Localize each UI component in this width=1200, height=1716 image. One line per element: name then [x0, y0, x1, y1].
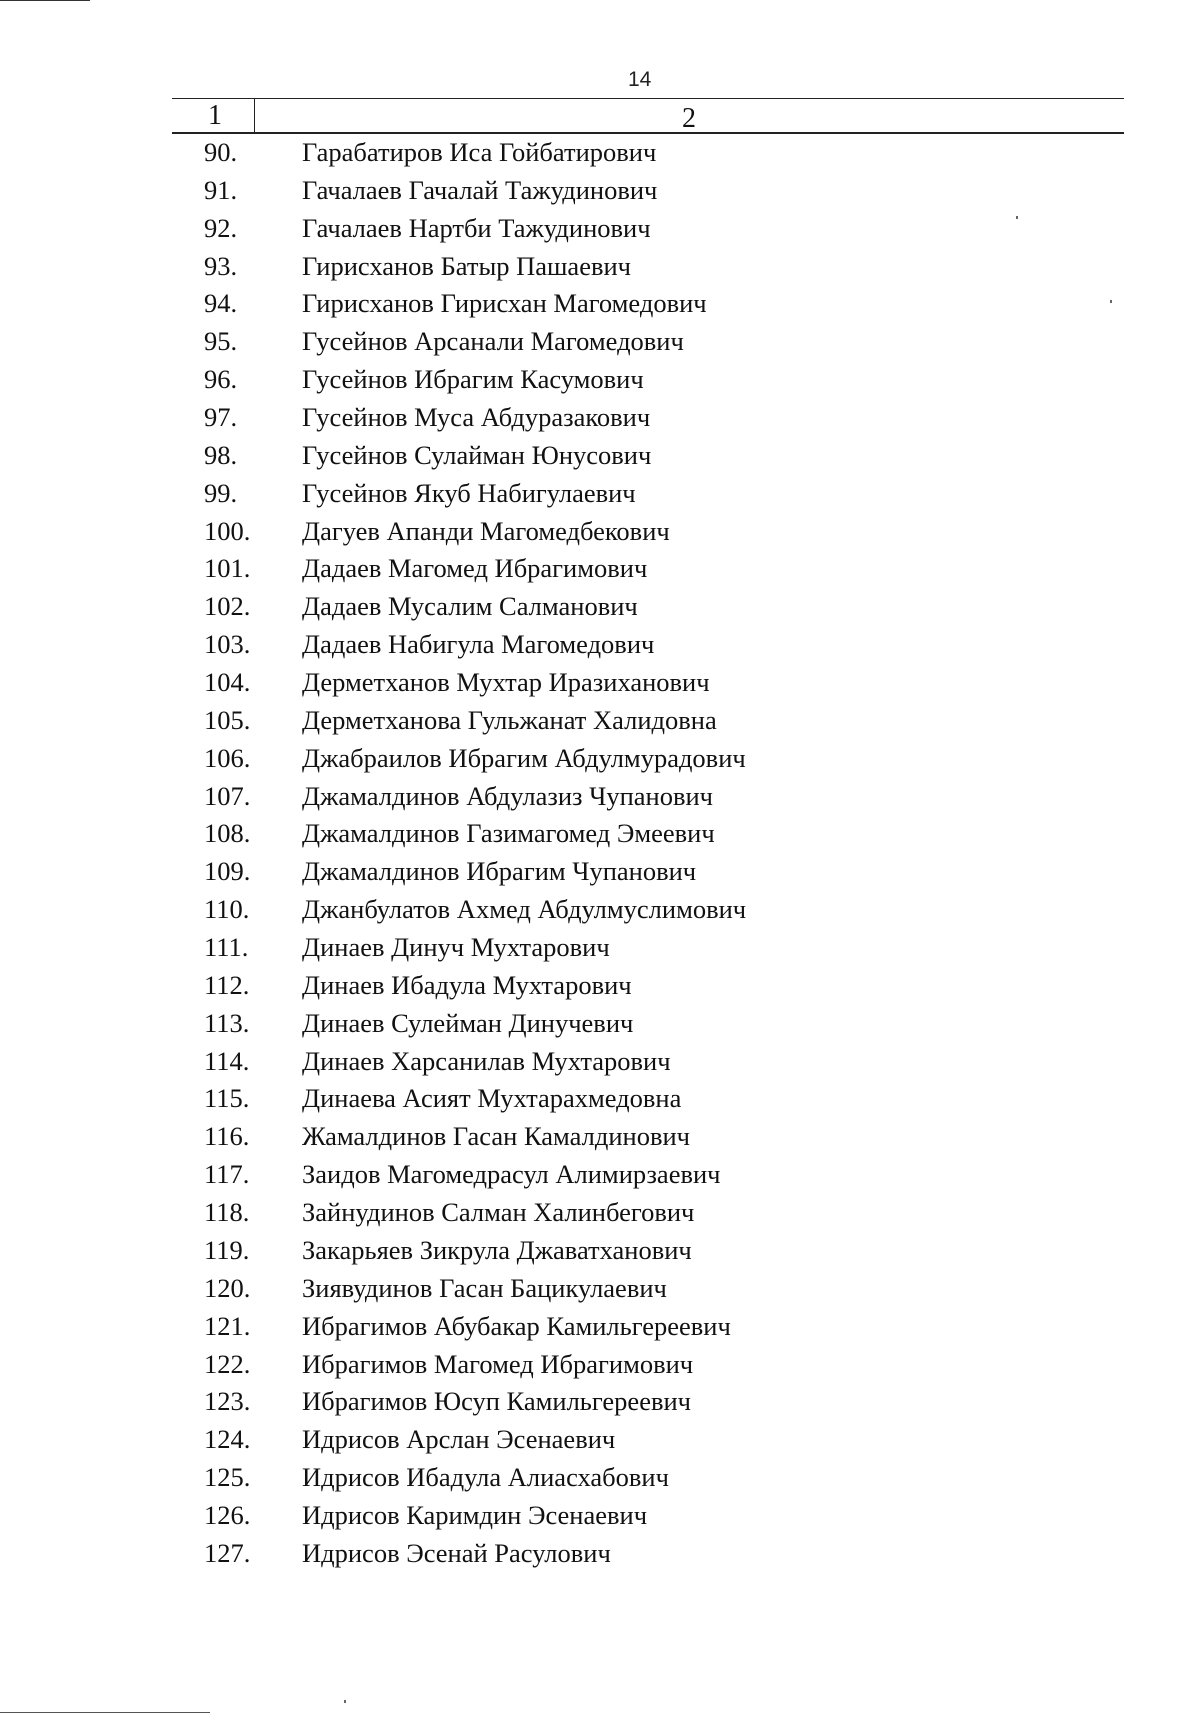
row-number: 111. — [204, 932, 249, 963]
row-number: 95. — [204, 326, 238, 357]
row-number: 113. — [204, 1007, 250, 1038]
table-row — [0, 778, 1200, 816]
row-number: 91. — [204, 174, 238, 205]
table-row — [0, 1535, 1200, 1573]
row-number: 125. — [204, 1462, 251, 1493]
table-row — [0, 248, 1200, 286]
person-name: Джамалдинов Абдулазиз Чупанович — [302, 780, 713, 811]
person-name: Джанбулатов Ахмед Абдулмуслимович — [302, 894, 747, 925]
table-row — [0, 285, 1200, 323]
person-name: Гусейнов Сулайман Юнусович — [302, 439, 652, 470]
row-number: 100. — [204, 515, 251, 546]
person-name: Гусейнов Ибрагим Касумович — [302, 364, 644, 395]
person-name: Идрисов Эсенай Расулович — [302, 1537, 611, 1568]
row-number: 107. — [204, 780, 251, 811]
row-number: 127. — [204, 1537, 251, 1568]
table-row — [0, 210, 1200, 248]
table-rule-top — [172, 98, 1124, 99]
person-name: Закарьяев Зикрула Джаватханович — [302, 1234, 692, 1265]
row-number: 94. — [204, 288, 238, 319]
row-number: 118. — [204, 1197, 250, 1228]
table-row — [0, 626, 1200, 664]
row-number: 98. — [204, 439, 238, 470]
table-row — [0, 1383, 1200, 1421]
scan-edge-mark — [0, 0, 90, 1]
row-number: 90. — [204, 137, 238, 167]
column-header-number: 1 — [208, 100, 222, 131]
person-name: Дадаев Набигула Магомедович — [302, 629, 655, 660]
row-number: 123. — [204, 1386, 251, 1417]
person-name: Идрисов Ибадула Алиасхабович — [302, 1462, 669, 1493]
person-name: Динаев Ибадула Мухтарович — [302, 969, 632, 1000]
person-name: Динаев Сулейман Динучевич — [302, 1007, 634, 1038]
row-number: 121. — [204, 1310, 251, 1341]
table-row — [0, 1346, 1200, 1384]
table-row — [0, 1232, 1200, 1270]
person-name: Гирисханов Батыр Пашаевич — [302, 250, 631, 281]
table-row — [0, 1459, 1200, 1497]
table-header — [172, 98, 1124, 134]
table-row — [0, 891, 1200, 929]
table-row — [0, 1118, 1200, 1156]
table-row — [0, 929, 1200, 967]
row-number: 124. — [204, 1424, 251, 1455]
person-name: Гарабатиров Иса Гойбатирович — [302, 137, 657, 167]
row-number: 117. — [204, 1159, 250, 1190]
person-name: Динаева Асият Мухтарахмедовна — [302, 1083, 682, 1114]
row-number: 93. — [204, 250, 238, 281]
table-row — [0, 399, 1200, 437]
row-number: 102. — [204, 591, 251, 622]
table-row — [0, 702, 1200, 740]
row-number: 104. — [204, 667, 251, 698]
person-name: Гачалаев Нартби Тажудинович — [302, 212, 651, 243]
table-row — [0, 437, 1200, 475]
person-name: Зиявудинов Гасан Бацикулаевич — [302, 1272, 667, 1303]
row-number: 120. — [204, 1272, 251, 1303]
table-row — [0, 1497, 1200, 1535]
scan-edge-mark — [0, 1712, 210, 1713]
table-row — [0, 967, 1200, 1005]
person-name: Идрисов Арслан Эсенаевич — [302, 1424, 616, 1455]
table-row — [0, 1080, 1200, 1118]
person-name: Динаев Харсанилав Мухтарович — [302, 1045, 671, 1076]
table-row — [0, 323, 1200, 361]
person-name: Джабраилов Ибрагим Абдулмурадович — [302, 742, 746, 773]
table-row — [0, 513, 1200, 551]
table-row — [0, 1421, 1200, 1459]
person-name: Жамалдинов Гасан Камалдинович — [302, 1121, 690, 1152]
row-number: 126. — [204, 1499, 251, 1530]
table-row — [0, 664, 1200, 702]
person-name: Джамалдинов Ибрагим Чупанович — [302, 856, 697, 887]
table-row — [0, 815, 1200, 853]
person-name: Заидов Магомедрасул Алимирзаевич — [302, 1159, 721, 1190]
row-number: 122. — [204, 1348, 251, 1379]
person-name: Ибрагимов Магомед Ибрагимович — [302, 1348, 694, 1379]
row-number: 97. — [204, 402, 238, 433]
person-name: Джамалдинов Газимагомед Эмеевич — [302, 818, 715, 849]
row-number: 115. — [204, 1083, 250, 1114]
row-number: 116. — [204, 1121, 250, 1152]
person-name: Гусейнов Якуб Набигулаевич — [302, 477, 636, 508]
row-number: 96. — [204, 364, 238, 395]
table-row — [0, 1043, 1200, 1081]
person-name: Дерметханов Мухтар Иразиханович — [302, 667, 710, 698]
table-row — [0, 172, 1200, 210]
person-name: Ибрагимов Юсуп Камильгереевич — [302, 1386, 691, 1417]
person-name: Зайнудинов Салман Халинбегович — [302, 1197, 695, 1228]
row-number: 110. — [204, 894, 250, 925]
row-number: 112. — [204, 969, 250, 1000]
table-row — [0, 588, 1200, 626]
column-divider — [254, 98, 255, 133]
person-name: Идрисов Каримдин Эсенаевич — [302, 1499, 648, 1530]
scan-speck — [344, 1700, 346, 1703]
row-number: 106. — [204, 742, 251, 773]
table-row — [0, 740, 1200, 778]
person-name: Гусейнов Арсанали Магомедович — [302, 326, 684, 357]
person-name: Дадаев Мусалим Салманович — [302, 591, 638, 622]
person-name: Дерметханова Гульжанат Халидовна — [302, 704, 717, 735]
table-row — [0, 475, 1200, 513]
person-name: Динаев Динуч Мухтарович — [302, 932, 610, 963]
person-name: Дагуев Апанди Магомедбекович — [302, 515, 670, 546]
person-name: Дадаев Магомед Ибрагимович — [302, 553, 648, 584]
column-header-name: 2 — [682, 103, 696, 134]
row-number: 108. — [204, 818, 251, 849]
table-row — [0, 853, 1200, 891]
table-row — [0, 1156, 1200, 1194]
person-name: Гусейнов Муса Абдуразакович — [302, 402, 651, 433]
table-row — [0, 550, 1200, 588]
table-row — [0, 134, 1200, 172]
row-number: 103. — [204, 629, 251, 660]
row-number: 109. — [204, 856, 251, 887]
row-number: 92. — [204, 212, 238, 243]
person-name: Гирисханов Гирисхан Магомедович — [302, 288, 707, 319]
row-number: 101. — [204, 553, 251, 584]
row-number: 105. — [204, 704, 251, 735]
table-body — [0, 134, 1200, 1573]
row-number: 99. — [204, 477, 238, 508]
table-row — [0, 1308, 1200, 1346]
table-row — [0, 1194, 1200, 1232]
person-name: Ибрагимов Абубакар Камильгереевич — [302, 1310, 731, 1341]
person-name: Гачалаев Гачалай Тажудинович — [302, 174, 658, 205]
table-row — [0, 1270, 1200, 1308]
row-number: 119. — [204, 1234, 250, 1265]
table-row — [0, 1005, 1200, 1043]
table-row — [0, 361, 1200, 399]
row-number: 114. — [204, 1045, 250, 1076]
page-number: 14 — [628, 68, 652, 91]
